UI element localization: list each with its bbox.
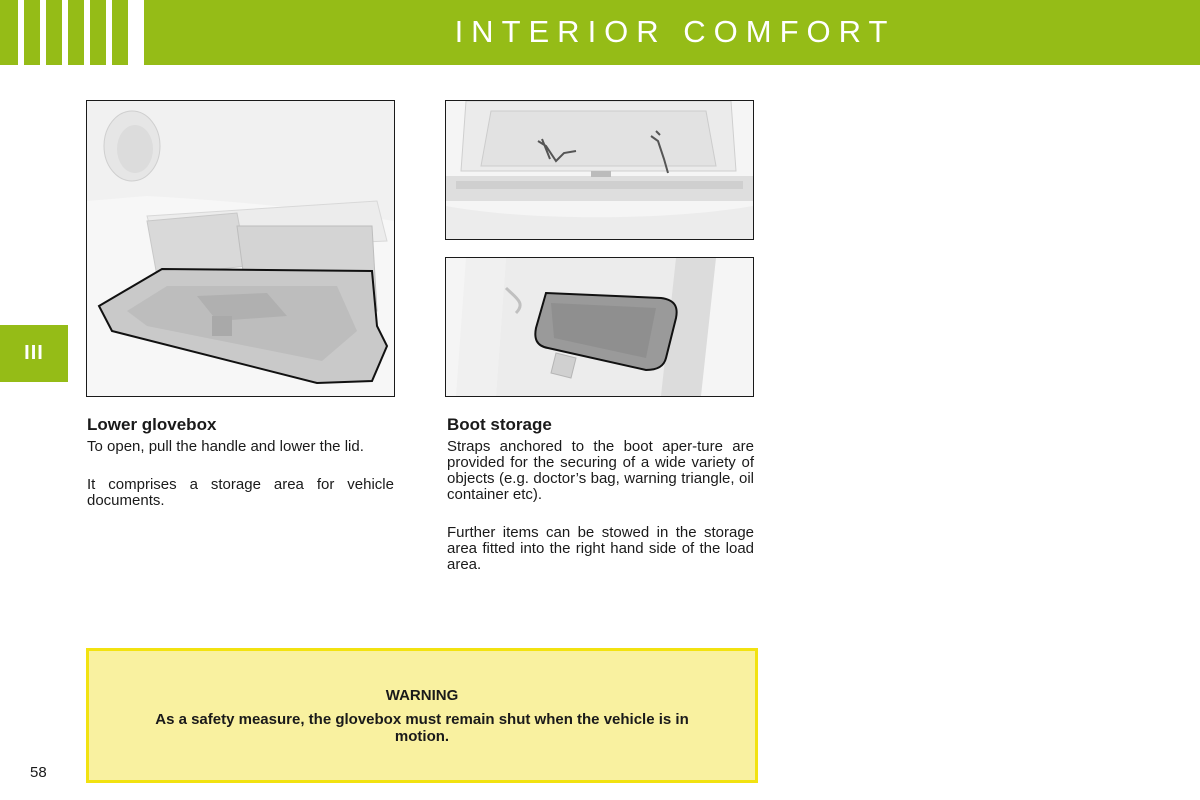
header-stripe <box>128 0 144 65</box>
boot-storage-compartment-illustration <box>445 257 754 397</box>
warning-box <box>86 648 758 783</box>
boot-storage-paragraph: Straps anchored to the boot aper-ture are provided for the securing of a wide variety of objects (e.g. doctor’s bag, warning triangle, oil container etc). <box>447 438 754 503</box>
boot-storage-heading: Boot storage <box>447 415 552 434</box>
page-header <box>0 0 1200 65</box>
warning-title: WARNING <box>385 687 459 704</box>
lower-glovebox-paragraph: To open, pull the handle and lower the lid. <box>87 438 364 455</box>
page-number: 58 <box>30 764 47 781</box>
header-stripe <box>18 0 24 65</box>
header-stripe <box>106 0 112 65</box>
lower-glovebox-paragraph: It comprises a storage area for vehicle documents. <box>87 476 394 509</box>
header-stripe <box>84 0 90 65</box>
header-stripe <box>40 0 46 65</box>
chapter-tab[interactable]: III <box>0 325 68 382</box>
warning-text: As a safety measure, the glovebox must remain shut when the vehicle is in motion. <box>155 711 689 745</box>
lower-glovebox-heading: Lower glovebox <box>87 415 217 434</box>
page-title: INTERIOR COMFORT <box>454 14 896 49</box>
header-stripe <box>62 0 68 65</box>
glovebox-illustration <box>86 100 395 397</box>
boot-straps-illustration <box>445 100 754 240</box>
boot-storage-paragraph: Further items can be stowed in the storage area fitted into the right hand side of the load area. <box>447 524 754 573</box>
header-stripes <box>0 0 150 65</box>
